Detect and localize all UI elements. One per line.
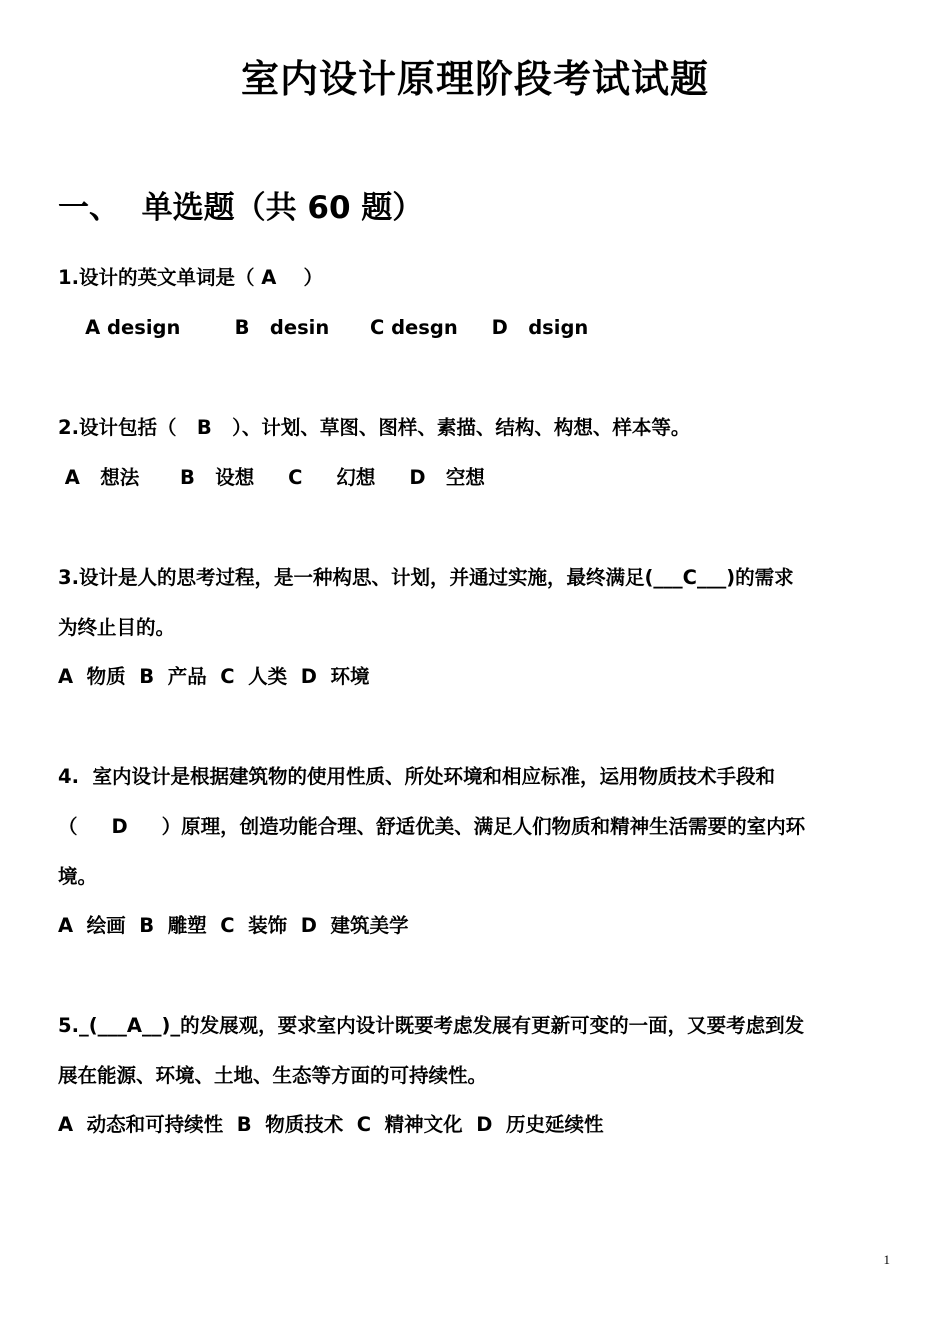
question-3-options: A 物质 B 产品 C 人类 D 环境 xyxy=(58,665,370,688)
question-3-stem-line-1: 3.设计是人的思考过程，是一种构思、计划，并通过实施，最终满足(___C___)的需求 xyxy=(58,566,794,589)
question-1-options: A design B desin C desgn D dsign xyxy=(58,316,589,339)
question-2-stem: 2.设计包括（ B ）、计划、草图、图样、素描、结构、构想、样本等。 xyxy=(58,416,691,439)
question-4-stem-line-2: （ D ）原理，创造功能合理、舒适优美、满足人们物质和精神生活需要的室内环 xyxy=(58,815,806,838)
question-5-stem-line-1: 5._(___A__)_的发展观，要求室内设计既要考虑发展有更新可变的一面，又要考虑到发 xyxy=(58,1014,805,1037)
question-5-stem-line-2: 展在能源、环境、土地、生态等方面的可持续性。 xyxy=(58,1064,488,1087)
question-2-options: A 想法 B 设想 C 幻想 D 空想 xyxy=(58,466,485,489)
question-5-options: A 动态和可持续性 B 物质技术 C 精神文化 D 历史延续性 xyxy=(58,1113,604,1136)
question-1-stem: 1.设计的英文单词是（ A ） xyxy=(58,266,324,289)
question-3-stem-line-2: 为终止目的。 xyxy=(58,616,176,639)
question-4-stem-line-1: 4. 室内设计是根据建筑物的使用性质、所处环境和相应标准，运用物质技术手段和 xyxy=(58,765,776,788)
section-heading: 一、 单选题（共 60 题） xyxy=(58,190,424,226)
question-4-options: A 绘画 B 雕塑 C 装饰 D 建筑美学 xyxy=(58,914,409,937)
question-4-stem-line-3: 境。 xyxy=(58,865,98,888)
page-title: 室内设计原理阶段考试试题 xyxy=(240,57,709,101)
page-number: 1 xyxy=(883,1252,890,1267)
